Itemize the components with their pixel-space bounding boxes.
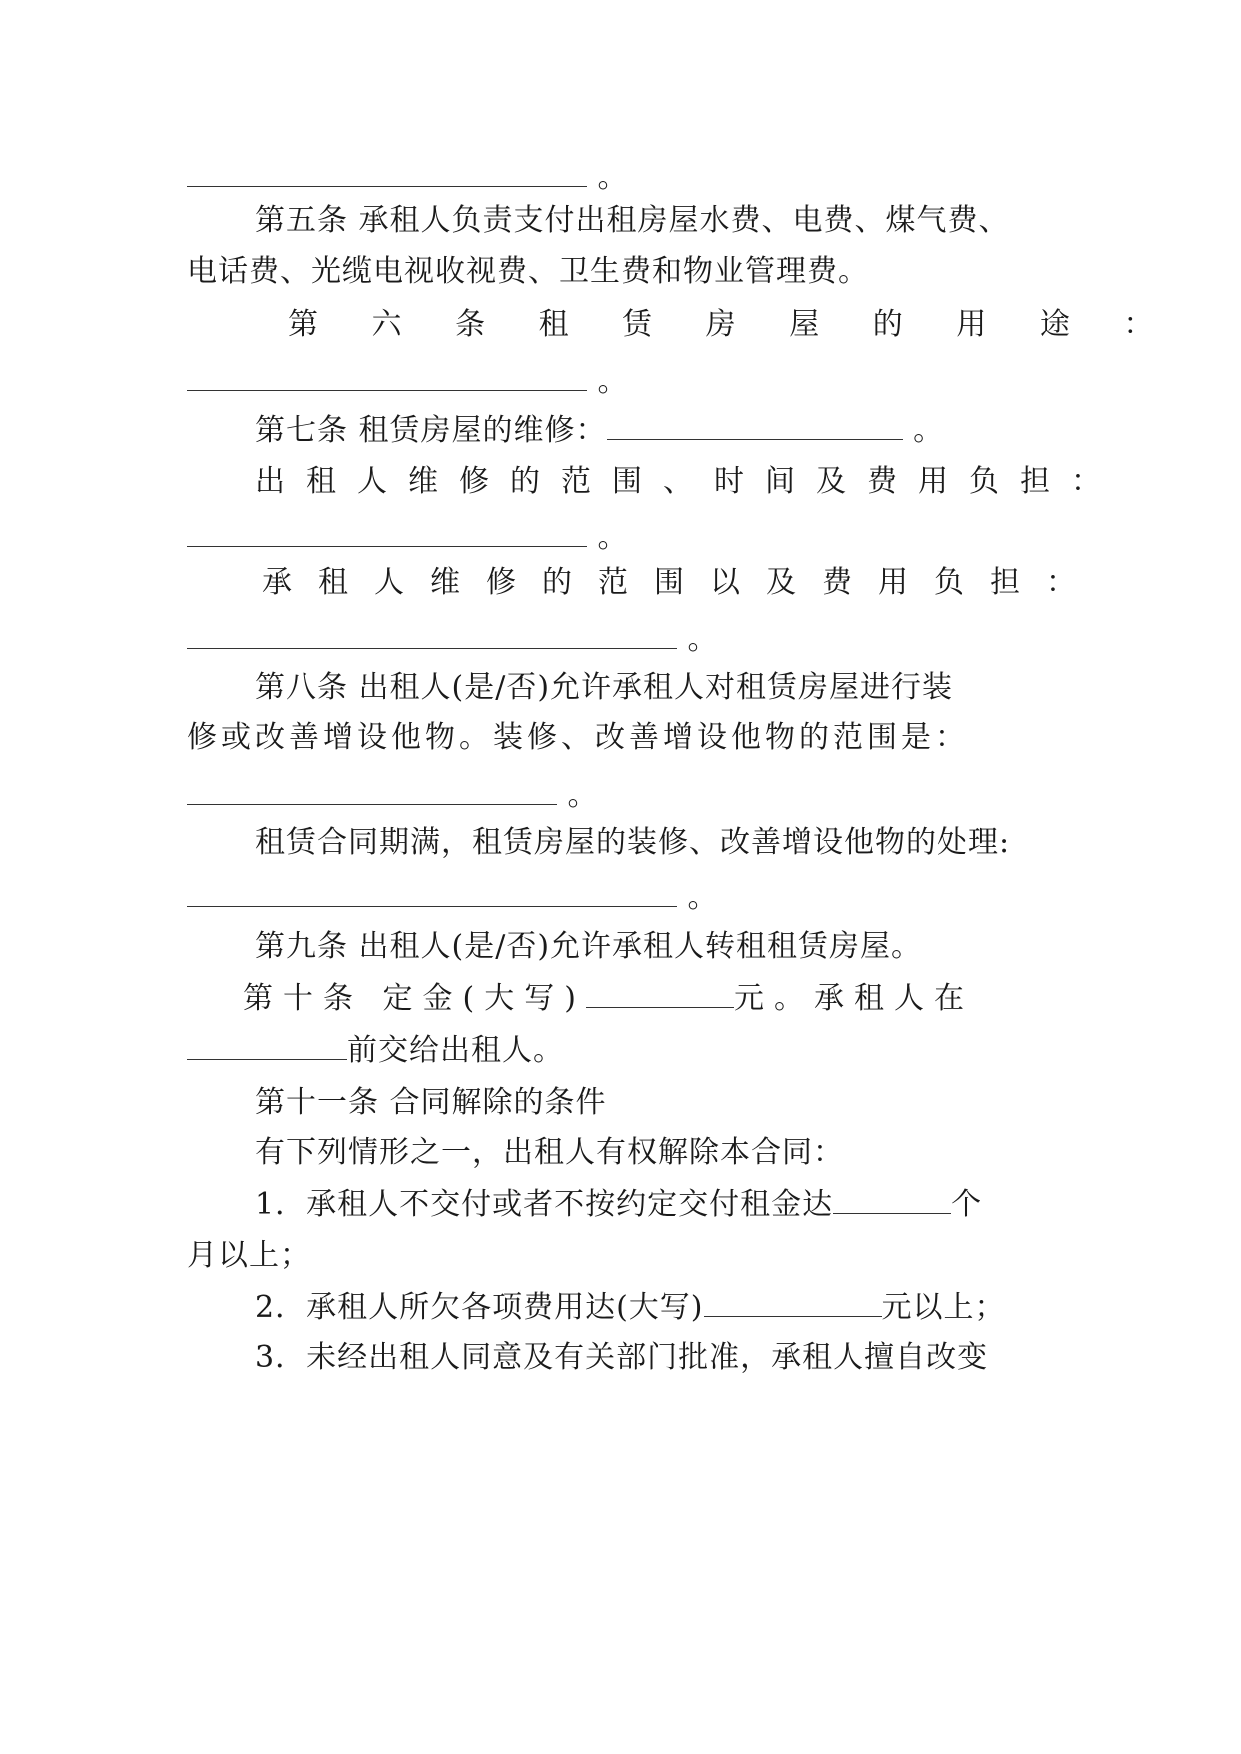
condition-1-line-2: 月以上； [187, 1238, 311, 1273]
line-text: 。 [597, 160, 629, 195]
fill-blank[interactable] [187, 1033, 347, 1060]
blank-line-2 [187, 362, 629, 402]
line-text: 第七条 租赁房屋的维修： [255, 413, 607, 448]
fill-blank[interactable] [187, 880, 677, 907]
fill-blank[interactable] [704, 1290, 882, 1317]
line-text: 。 [597, 520, 629, 555]
line-text: 。 [687, 880, 719, 915]
lease-expiry-line: 租赁合同期满，租赁房屋的装修、改善增设他物的处理: [255, 825, 1011, 860]
blank-line-6 [187, 878, 719, 918]
condition-2-line [255, 1288, 1006, 1328]
condition-1-line-1 [255, 1185, 982, 1225]
fill-blank[interactable] [586, 981, 734, 1008]
blank-line-3 [187, 518, 629, 558]
clause-7-line [255, 411, 944, 451]
clause-8-line-1: 第八条 出租人(是/否)允许承租人对租赁房屋进行装 [255, 670, 954, 705]
line-text: 。 [597, 364, 629, 399]
fill-blank[interactable] [187, 520, 587, 547]
blank-line-1 [187, 158, 629, 198]
line-text: 1．承租人不交付或者不按约定交付租金达 [255, 1187, 834, 1222]
line-text: 。 [913, 413, 945, 448]
fill-blank[interactable] [187, 778, 557, 805]
fill-blank[interactable] [187, 622, 677, 649]
blank-line-5 [187, 776, 599, 816]
line-text: 前交给出租人。 [347, 1033, 564, 1068]
clause-10-line-1 [243, 979, 974, 1019]
fill-blank[interactable] [187, 364, 587, 391]
fill-blank[interactable] [187, 160, 587, 187]
blank-line-4 [187, 620, 719, 660]
fill-blank[interactable] [833, 1187, 951, 1214]
lessor-repair-line: 出租人维修的范围、时间及费用负担： [255, 464, 1122, 499]
clause-8-line-2: 修或改善增设他物。装修、改善增设他物的范围是： [187, 720, 969, 755]
termination-intro: 有下列情形之一，出租人有权解除本合同： [255, 1135, 844, 1170]
clause-6-heading: 第 六 条 租 赁 房 屋 的 用 途 ： [288, 307, 1176, 342]
line-text: 个 [951, 1187, 983, 1222]
fill-blank[interactable] [607, 413, 903, 440]
lessee-repair-line: 承租人维修的范围以及费用负担： [262, 565, 1102, 600]
line-text: 第十条 定金(大写) [243, 981, 586, 1016]
line-text: 元以上； [881, 1290, 1006, 1325]
condition-3-line: 3．未经出租人同意及有关部门批准，承租人擅自改变 [255, 1340, 989, 1375]
clause-5-line-1: 第五条 承租人负责支付出租房屋水费、电费、煤气费、 [255, 203, 1010, 238]
clause-9-line: 第九条 出租人(是/否)允许承租人转租租赁房屋。 [255, 929, 923, 964]
line-text: 元。承租人在 [733, 981, 974, 1016]
clause-5-line-2: 电话费、光缆电视收视费、卫生费和物业管理费。 [187, 254, 869, 289]
line-text: 。 [687, 622, 719, 657]
clause-10-line-2 [187, 1031, 564, 1071]
line-text: 。 [567, 778, 599, 813]
clause-11-heading: 第十一条 合同解除的条件 [255, 1085, 607, 1120]
line-text: 2．承租人所欠各项费用达(大写) [255, 1290, 704, 1325]
